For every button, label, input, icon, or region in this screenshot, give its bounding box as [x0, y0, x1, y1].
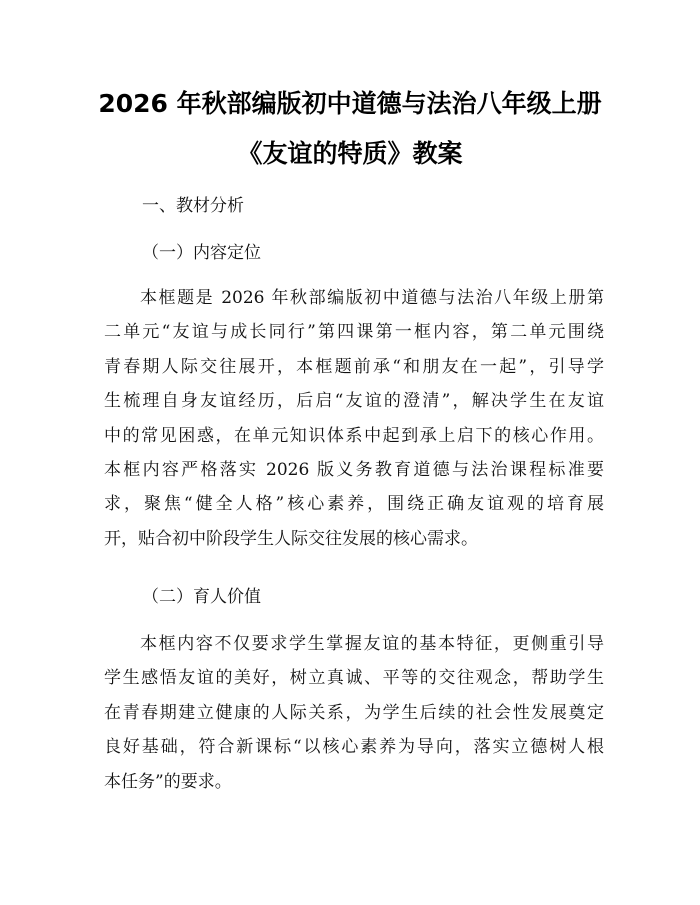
- paragraph-line: 本任务”的要求。: [104, 771, 232, 792]
- paragraph-line: 生梳理自身友谊经历，后启“友谊的澄清”，解决学生在友谊: [104, 391, 604, 412]
- paragraph-line: 中的常见困惑，在单元知识体系中起到承上启下的核心作用。: [104, 425, 604, 446]
- paragraph-line: 良好基础，符合新课标“以核心素养为导向，落实立德树人根: [104, 737, 604, 758]
- paragraph-line: 二单元“友谊与成长同行”第四课第一框内容，第二单元围绕: [104, 322, 604, 343]
- document-title-line-2: 《友谊的特质》教案: [237, 139, 463, 168]
- subsection-heading-content-positioning: （一）内容定位: [142, 243, 261, 263]
- paragraph-line: 本框题是 2026 年秋部编版初中道德与法治八年级上册第: [140, 288, 604, 308]
- document-title-line-1: 2026 年秋部编版初中道德与法治八年级上册: [98, 89, 602, 118]
- paragraph-line: 本框内容不仅要求学生掌握友谊的基本特征，更侧重引导: [140, 634, 604, 654]
- section-heading-textbook-analysis: 一、教材分析: [142, 196, 244, 216]
- paragraph-line: 青春期人际交往展开，本框题前承“和朋友在一起”，引导学: [104, 356, 604, 377]
- paragraph-content-positioning: [104, 281, 604, 556]
- paragraph-line: 求，聚焦“健全人格”核心素养，围绕正确友谊观的培育展: [104, 494, 604, 515]
- paragraph-line: 开，贴合初中阶段学生人际交往发展的核心需求。: [104, 528, 478, 549]
- subsection-heading-educational-value: （二）育人价值: [142, 587, 261, 607]
- paragraph-line: 在青春期建立健康的人际关系，为学生后续的社会性发展奠定: [104, 702, 604, 723]
- paragraph-line: 本框内容严格落实 2026 版义务教育道德与法治课程标准要: [104, 459, 604, 480]
- paragraph-line: 学生感悟友谊的美好，树立真诚、平等的交往观念，帮助学生: [104, 668, 604, 689]
- paragraph-educational-value: [104, 627, 604, 799]
